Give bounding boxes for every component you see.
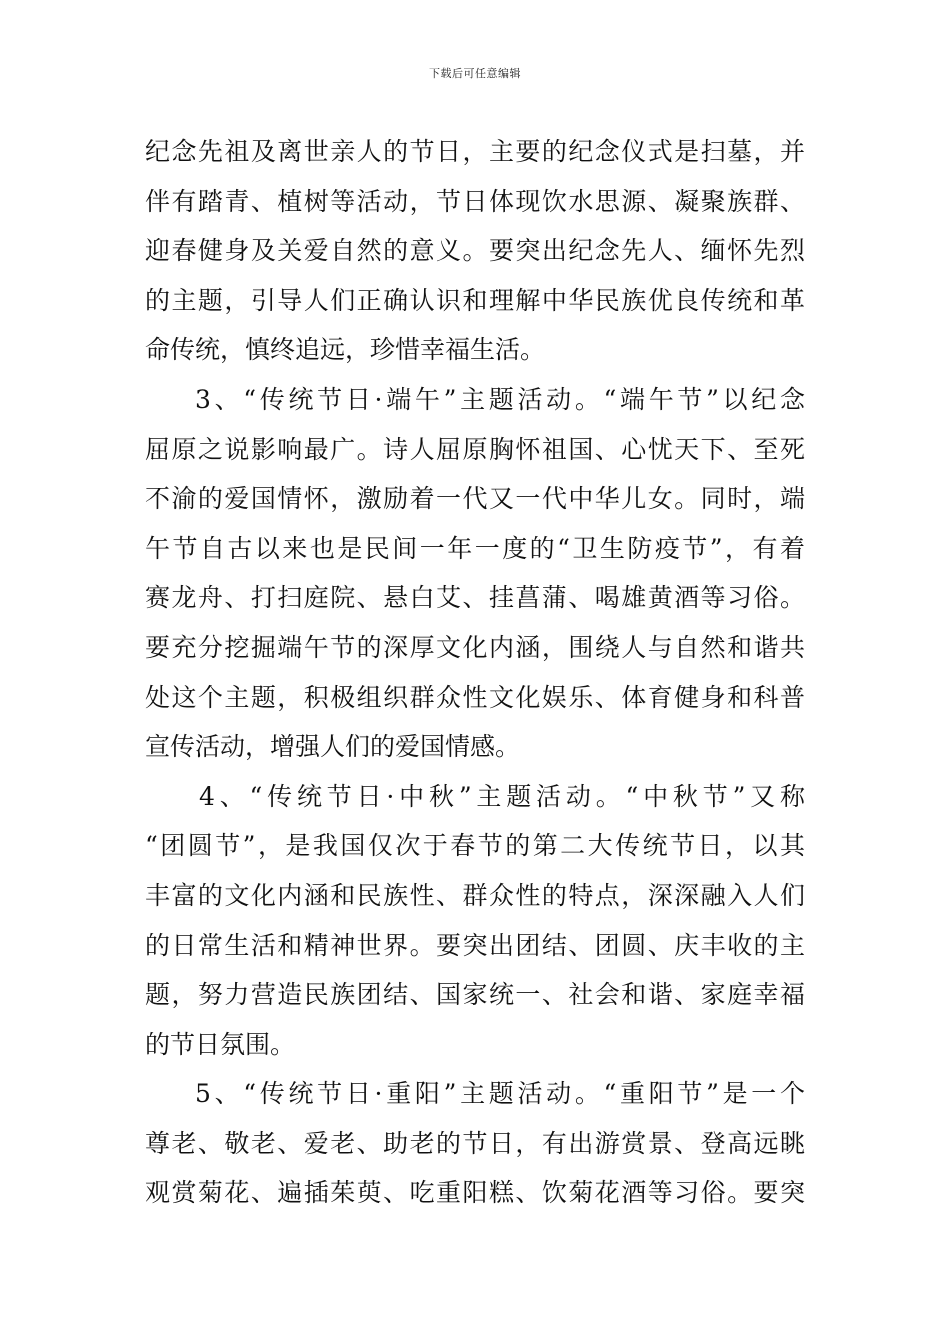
text-line: 5、“传统节日·重阳”主题活动。“重阳节”是一个 bbox=[195, 1079, 805, 1109]
text-line: 的日常生活和精神世界。要突出团结、团圆、庆丰收的主 bbox=[145, 930, 805, 960]
text-line: 不渝的爱国情怀，激励着一代又一代中华儿女。同时，端 bbox=[145, 484, 805, 514]
text-line: 伴有踏青、植树等活动，节日体现饮水思源、凝聚族群、 bbox=[145, 186, 805, 216]
text-line: 3、“传统节日·端午”主题活动。“端午节”以纪念 bbox=[195, 384, 805, 414]
text-line: 屈原之说影响最广。诗人屈原胸怀祖国、心忧天下、至死 bbox=[145, 434, 805, 464]
text-line: 观赏菊花、遍插茱萸、吃重阳糕、饮菊花酒等习俗。要突 bbox=[145, 1178, 805, 1208]
page-header: 下载后可任意编辑 bbox=[429, 67, 521, 80]
text-line: 迎春健身及关爱自然的意义。要突出纪念先人、缅怀先烈 bbox=[145, 236, 805, 266]
document-body bbox=[145, 127, 805, 1218]
text-line: 纪念先祖及离世亲人的节日，主要的纪念仪式是扫墓，并 bbox=[145, 137, 805, 166]
text-line: 赛龙舟、打扫庭院、悬白艾、挂菖蒲、喝雄黄酒等习俗。 bbox=[145, 583, 805, 613]
text-line: 4、“传统节日·中秋”主题活动。“中秋节”又称 bbox=[199, 781, 805, 811]
text-line: 的主题，引导人们正确认识和理解中华民族优良传统和革 bbox=[145, 285, 805, 315]
text-line: 宣传活动，增强人们的爱国情感。 bbox=[145, 732, 521, 762]
text-line: 处这个主题，积极组织群众性文化娱乐、体育健身和科普 bbox=[145, 682, 805, 712]
text-line: 的节日氛围。 bbox=[145, 1029, 296, 1059]
text-line: 题，努力营造民族团结、国家统一、社会和谐、家庭幸福 bbox=[145, 980, 805, 1010]
text-line: 尊老、敬老、爱老、助老的节日，有出游赏景、登高远眺 bbox=[145, 1128, 805, 1158]
text-line: 丰富的文化内涵和民族性、群众性的特点，深深融入人们 bbox=[145, 880, 805, 910]
text-line: 命传统，慎终追远，珍惜幸福生活。 bbox=[145, 335, 546, 365]
text-line: “团圆节”，是我国仅次于春节的第二大传统节日，以其 bbox=[145, 831, 805, 861]
text-line: 要充分挖掘端午节的深厚文化内涵，围绕人与自然和谐共 bbox=[145, 632, 805, 662]
text-line: 午节自古以来也是民间一年一度的“卫生防疫节”，有着 bbox=[145, 533, 805, 563]
